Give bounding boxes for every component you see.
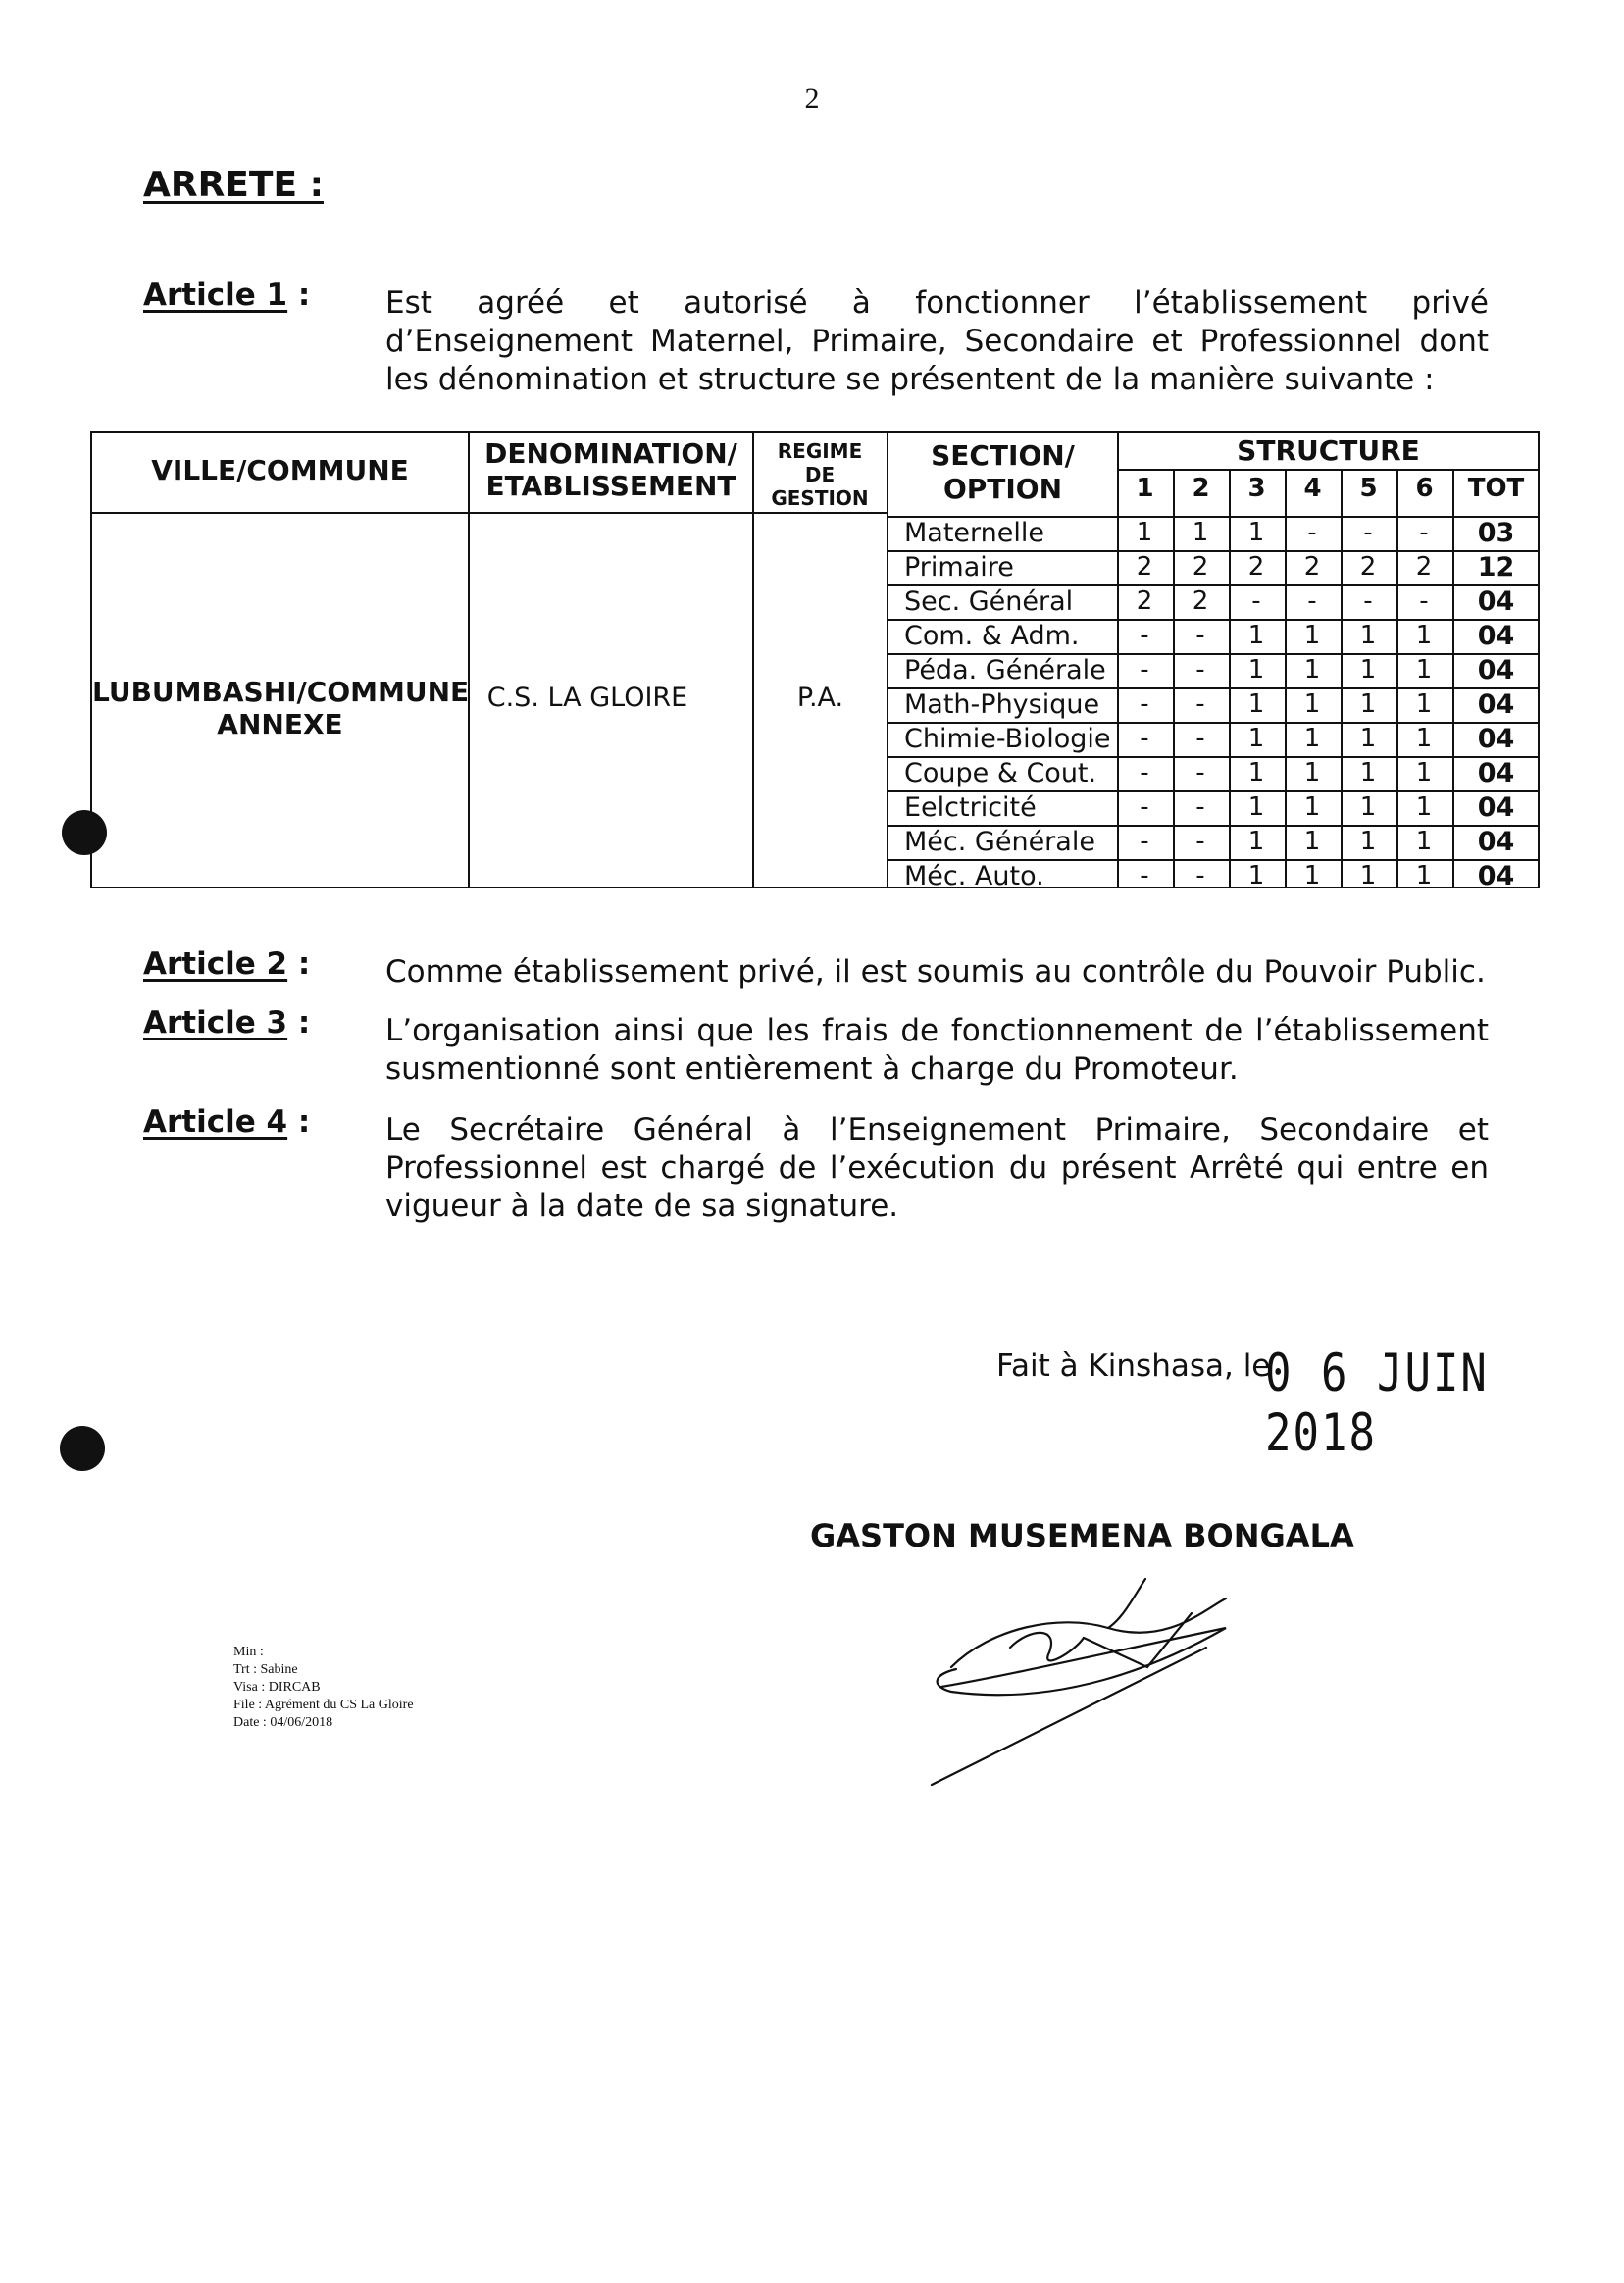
level-cell: 2 [1359, 552, 1377, 582]
level-cell: 1 [1303, 861, 1321, 890]
level-cell: - [1363, 518, 1373, 547]
level-cell: 1 [1303, 827, 1321, 856]
total-cell: 04 [1477, 827, 1515, 857]
total-cell: 03 [1477, 518, 1515, 548]
level-cell: 1 [1247, 861, 1265, 890]
total-cell: 04 [1477, 655, 1515, 685]
level-header-2: 2 [1192, 474, 1210, 503]
level-cell: - [1140, 724, 1149, 753]
level-cell: 1 [1415, 621, 1433, 650]
section-option-cell: Primaire [904, 552, 1014, 583]
footer-file: File : Agrément du CS La Gloire [233, 1698, 414, 1712]
level-cell: 2 [1247, 552, 1265, 582]
level-cell: 1 [1415, 792, 1433, 822]
section-option-cell: Eelctricité [904, 792, 1037, 823]
article-4-text: Le Secrétaire Général à l’Enseignement Primaire, Secondaire et Professionnel est chargé de l’exécution du présent Arrêté qui entre en vigueur à la date de sa signature. [385, 1112, 1489, 1224]
level-cell: - [1363, 586, 1373, 616]
level-cell: - [1195, 827, 1205, 856]
header-section: SECTION/ OPTION [931, 439, 1075, 505]
level-cell: - [1419, 518, 1429, 547]
level-header-1: 1 [1136, 474, 1154, 503]
total-cell: 04 [1477, 861, 1515, 891]
level-cell: 1 [1247, 689, 1265, 719]
section-option-cell: Méc. Auto. [904, 861, 1044, 891]
place-date-text: Fait à Kinshasa, le [996, 1348, 1271, 1384]
table-row [92, 827, 1538, 861]
article-1-text: Est agréé et autorisé à fonctionner l’établissement privé d’Enseignement Maternel, Primaire, Secondaire et Professionnel dont les dénomination et structure se présentent de la manière suivante : [385, 285, 1489, 397]
section-option-cell: Chimie-Biologie [904, 724, 1111, 754]
level-header-4: 4 [1303, 474, 1322, 503]
level-cell: - [1251, 586, 1261, 616]
date-stamp: 0 6 JUIN 2018 [1265, 1344, 1489, 1464]
level-cell: 1 [1247, 827, 1265, 856]
header-denomination: DENOMINATION/ ETABLISSEMENT [484, 437, 737, 502]
level-cell: 1 [1247, 621, 1265, 650]
level-cell: - [1140, 758, 1149, 787]
level-cell: 1 [1247, 518, 1265, 547]
section-option-cell: Math-Physique [904, 689, 1100, 720]
total-header: TOT [1467, 474, 1525, 503]
level-cell: - [1307, 518, 1317, 547]
level-cell: 1 [1359, 689, 1377, 719]
level-cell: 1 [1359, 861, 1377, 890]
footer-visa: Visa : DIRCAB [233, 1680, 321, 1695]
level-cell: 1 [1303, 792, 1321, 822]
level-cell: 2 [1136, 586, 1153, 616]
decree-heading: ARRETE : [143, 165, 324, 205]
section-option-cell: Sec. Général [904, 586, 1074, 617]
table-header-rule [92, 512, 887, 514]
level-cell: - [1140, 792, 1149, 822]
level-cell: - [1140, 621, 1149, 650]
level-cell: 1 [1136, 518, 1153, 547]
total-cell: 04 [1477, 621, 1515, 651]
table-row [92, 861, 1538, 895]
article-1-label-text: Article 1 [143, 278, 288, 313]
table-row [92, 724, 1538, 758]
level-cell: - [1195, 655, 1205, 685]
article-3-label-text: Article 3 [143, 1005, 288, 1040]
level-cell: - [1195, 621, 1205, 650]
level-cell: - [1140, 861, 1149, 890]
article-3-text: L’organisation ainsi que les frais de fonctionnement de l’établissement susmentionné sont entièrement à charge du Promoteur. [385, 1013, 1489, 1087]
level-cell: 1 [1303, 758, 1321, 787]
level-cell: 1 [1415, 827, 1433, 856]
table-row [92, 552, 1538, 586]
section-option-cell: Com. & Adm. [904, 621, 1080, 651]
table-row [92, 518, 1538, 552]
level-cell: - [1195, 689, 1205, 719]
total-cell: 04 [1477, 758, 1515, 788]
level-header-3: 3 [1247, 474, 1266, 503]
article-3-label: Article 3 : [143, 1005, 311, 1040]
level-cell: 1 [1359, 792, 1377, 822]
level-cell: 2 [1415, 552, 1433, 582]
level-cell: - [1195, 792, 1205, 822]
level-cell: 1 [1303, 689, 1321, 719]
regime-value: P.A. [796, 683, 844, 713]
level-cell: 1 [1359, 758, 1377, 787]
level-header-5: 5 [1359, 474, 1378, 503]
header-regime: REGIME DE GESTION [771, 439, 869, 510]
level-cell: 1 [1359, 827, 1377, 856]
article-2-label-text: Article 2 [143, 946, 288, 982]
level-cell: - [1195, 758, 1205, 787]
header-ville: VILLE/COMMUNE [151, 454, 409, 486]
punch-hole-mark [62, 810, 107, 855]
level-cell: 1 [1192, 518, 1209, 547]
section-option-cell: Péda. Générale [904, 655, 1106, 685]
total-cell: 04 [1477, 689, 1515, 720]
section-option-cell: Coupe & Cout. [904, 758, 1097, 788]
section-option-cell: Méc. Générale [904, 827, 1095, 857]
punch-hole-mark [60, 1426, 105, 1471]
table-row [92, 621, 1538, 655]
ville-value: LUBUMBASHI/COMMUNE ANNEXE [92, 676, 470, 740]
level-cell: 1 [1415, 861, 1433, 890]
level-cell: - [1140, 655, 1149, 685]
level-cell: 1 [1359, 621, 1377, 650]
level-cell: - [1195, 861, 1205, 890]
level-cell: 1 [1303, 724, 1321, 753]
level-header-6: 6 [1415, 474, 1434, 503]
table-row [92, 758, 1538, 792]
table-row [92, 655, 1538, 689]
level-cell: - [1140, 827, 1149, 856]
total-cell: 04 [1477, 586, 1515, 617]
level-cell: 1 [1303, 655, 1321, 685]
level-cell: 1 [1247, 724, 1265, 753]
level-cell: 2 [1192, 552, 1209, 582]
level-cell: - [1307, 586, 1317, 616]
structure-title-rule [1117, 469, 1538, 471]
level-cell: 2 [1192, 586, 1209, 616]
level-cell: 1 [1415, 689, 1433, 719]
level-cell: 1 [1247, 655, 1265, 685]
signatory-name: GASTON MUSEMENA BONGALA [810, 1517, 1354, 1554]
level-cell: - [1195, 724, 1205, 753]
article-1-label: Article 1 : [143, 278, 311, 313]
level-cell: 1 [1359, 655, 1377, 685]
level-cell: 2 [1136, 552, 1153, 582]
level-cell: 1 [1415, 724, 1433, 753]
page-number: 2 [804, 82, 820, 115]
structure-table [90, 431, 1540, 891]
level-cell: 1 [1415, 758, 1433, 787]
header-structure: STRUCTURE [1237, 434, 1420, 467]
table-row [92, 586, 1538, 621]
level-cell: - [1419, 586, 1429, 616]
total-cell: 04 [1477, 724, 1515, 754]
total-cell: 12 [1477, 552, 1515, 583]
level-cell: 1 [1303, 621, 1321, 650]
level-cell: 1 [1359, 724, 1377, 753]
level-cell: 2 [1303, 552, 1321, 582]
article-4-label-text: Article 4 [143, 1104, 288, 1140]
section-option-cell: Maternelle [904, 518, 1045, 548]
article-4-label: Article 4 : [143, 1104, 311, 1140]
level-cell: 1 [1247, 758, 1265, 787]
routing-footer [233, 1644, 414, 1732]
footer-date: Date : 04/06/2018 [233, 1715, 333, 1730]
footer-min: Min : [233, 1645, 264, 1659]
footer-trt: Trt : Sabine [233, 1662, 298, 1677]
level-cell: 1 [1415, 655, 1433, 685]
denomination-value: C.S. LA GLOIRE [486, 683, 688, 713]
level-cell: 1 [1247, 792, 1265, 822]
table-row [92, 792, 1538, 827]
article-2-text: Comme établissement privé, il est soumis au contrôle du Pouvoir Public. [385, 954, 1486, 989]
level-cell: - [1140, 689, 1149, 719]
table-row [92, 689, 1538, 724]
signature-graphic [912, 1559, 1245, 1795]
total-cell: 04 [1477, 792, 1515, 823]
article-2-label: Article 2 : [143, 946, 311, 982]
